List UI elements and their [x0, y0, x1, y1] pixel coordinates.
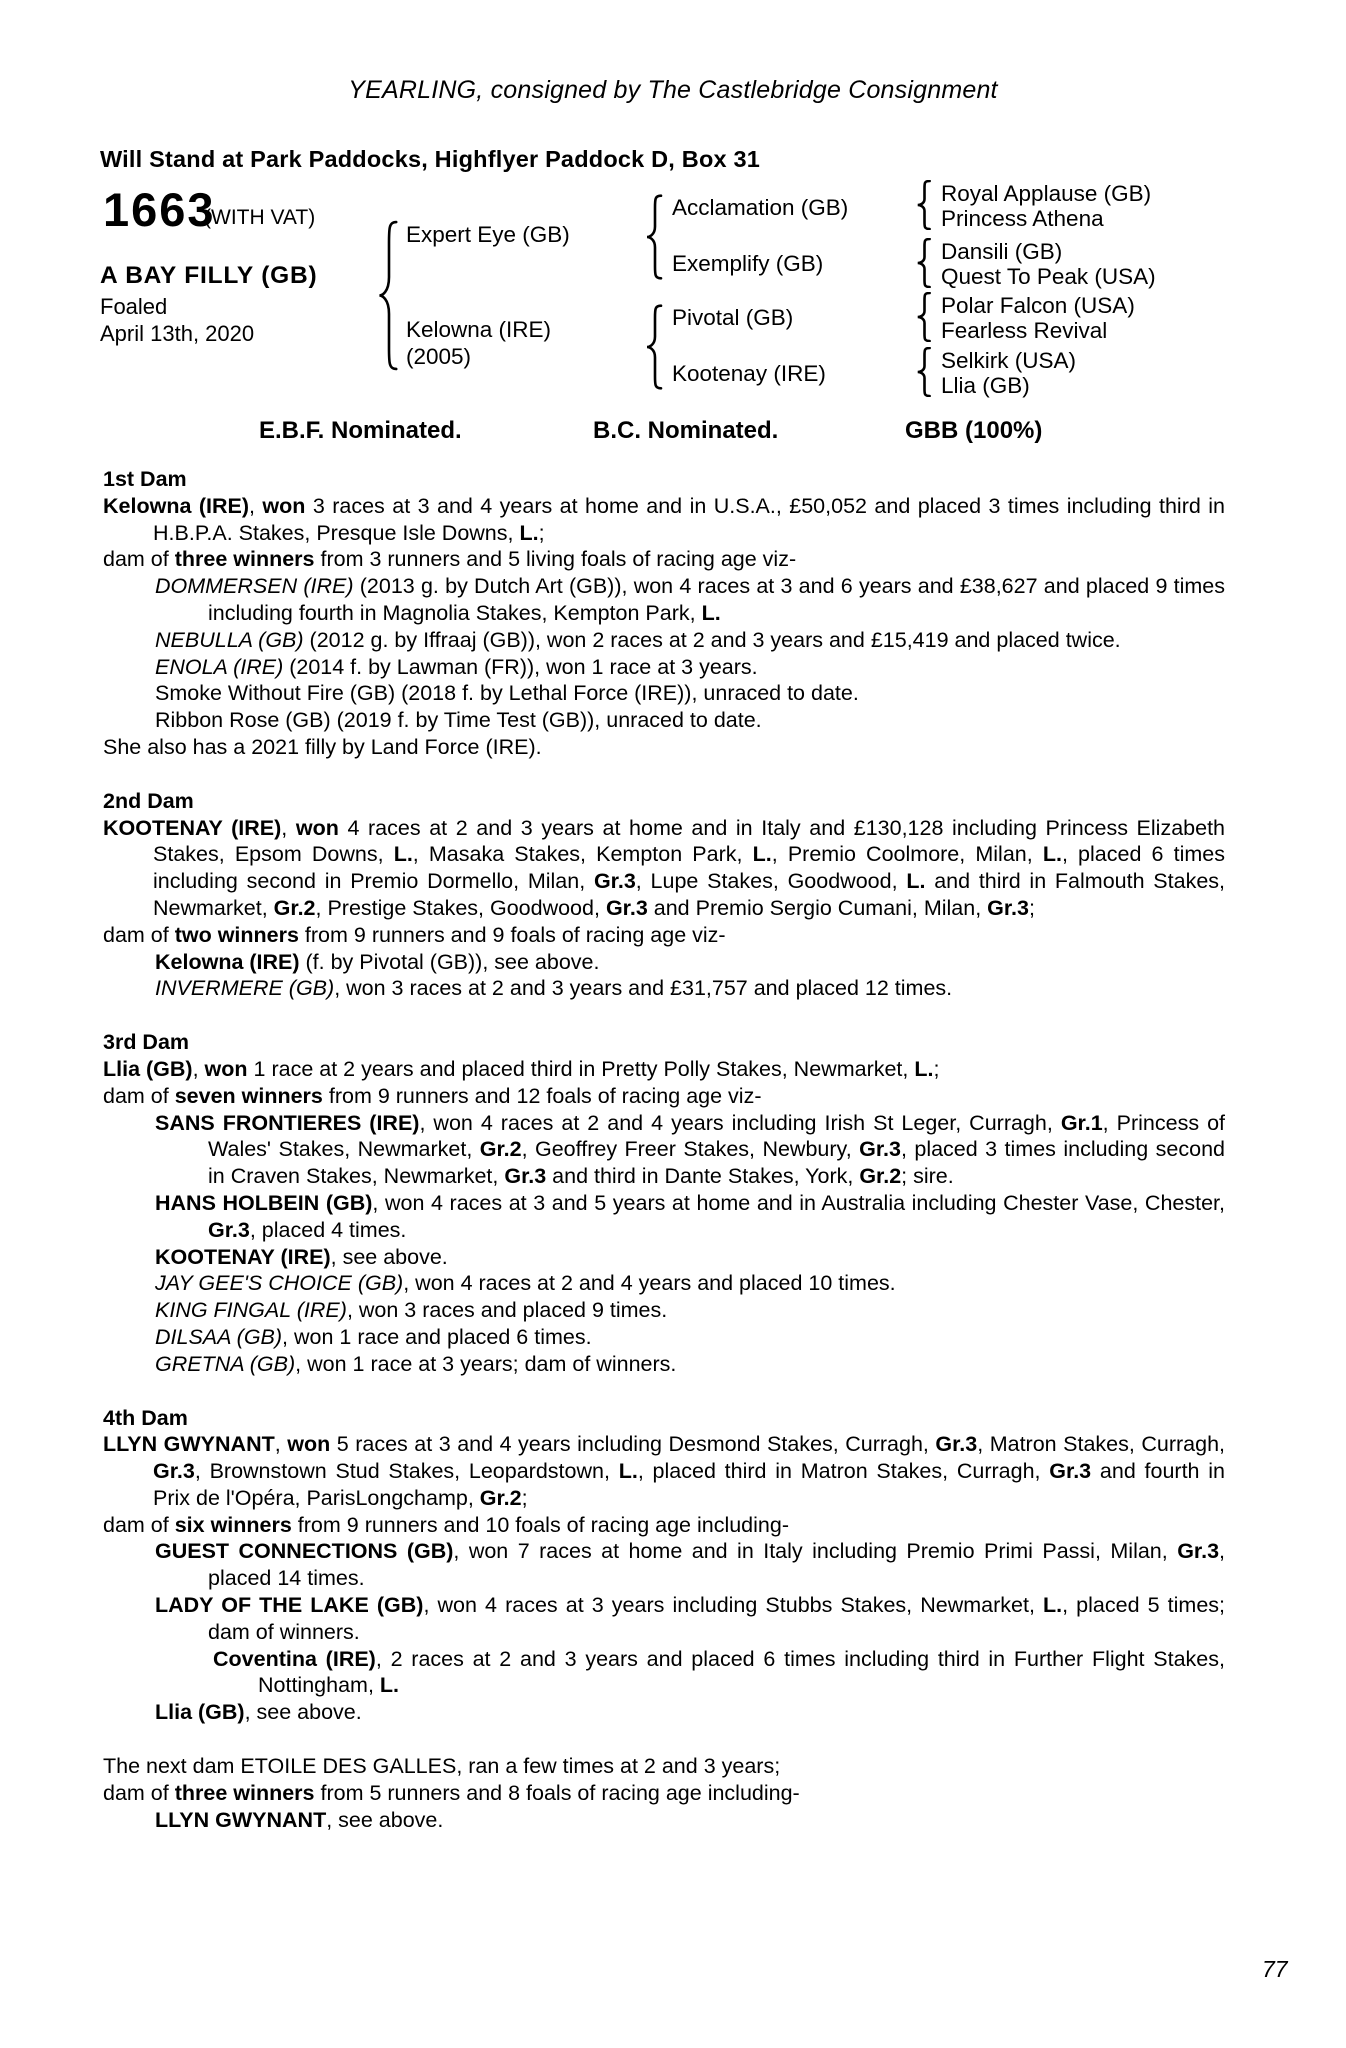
- dam-section: [103, 466, 1225, 761]
- granddam-name: Exemplify (GB): [672, 251, 824, 276]
- dam-sections: [103, 466, 1225, 1833]
- pedigree-paragraph: Kelowna (IRE) (f. by Pivotal (GB)), see above.: [155, 949, 600, 974]
- pedigree-paragraph: Llia (GB), won 1 race at 2 years and placed third in Pretty Polly Stakes, Newmarket, L.;: [103, 1056, 940, 1081]
- pedigree-paragraph: ENOLA (IRE) (2014 f. by Lawman (FR)), won 1 race at 3 years.: [155, 654, 758, 679]
- pedigree-paragraph: dam of three winners from 3 runners and 5 living foals of racing age viz-: [103, 547, 797, 572]
- stand-location-line: Will Stand at Park Paddocks, Highflyer Paddock D, Box 31: [100, 146, 761, 172]
- pedigree-paragraph: NEBULLA (GB) (2012 g. by Iffraaj (GB)), won 2 races at 2 and 3 years and £15,419 and placed twice.: [155, 627, 1121, 652]
- pedigree-paragraph: HANS HOLBEIN (GB), won 4 races at 3 and 5 years at home and in Australia including Chester Vase, Chester, Gr.3, placed 4 times.: [155, 1190, 1226, 1242]
- great-grandsire-name: Polar Falcon (USA): [941, 293, 1135, 318]
- great-grandsire-name: Dansili (GB): [941, 239, 1063, 264]
- pedigree-brace-icon: [916, 347, 933, 397]
- pedigree-paragraph: dam of two winners from 9 runners and 9 foals of racing age viz-: [103, 922, 726, 947]
- page-number: 77: [1262, 1956, 1288, 1982]
- great-grandsire-name: Selkirk (USA): [941, 348, 1077, 373]
- great-grandsire-name: Royal Applause (GB): [941, 181, 1152, 206]
- pedigree-brace-icon: [916, 292, 933, 342]
- pedigree-brace-icon: [645, 194, 665, 280]
- dam-section: [103, 1029, 1225, 1377]
- great-granddam-name: Llia (GB): [941, 373, 1030, 398]
- dam-section-heading: 3rd Dam: [103, 1030, 190, 1055]
- pedigree-paragraph: Ribbon Rose (GB) (2019 f. by Time Test (GB)), unraced to date.: [155, 708, 762, 733]
- pedigree-paragraph: LADY OF THE LAKE (GB), won 4 races at 3 years including Stubbs Stakes, Newmarket, L., placed 5 times; dam of winners.: [155, 1593, 1226, 1644]
- pedigree-paragraph: Coventina (IRE), 2 races at 2 and 3 years and placed 6 times including third in Further Flight Stakes, Nottingham, L.: [213, 1646, 1225, 1698]
- granddam-name: Kootenay (IRE): [672, 361, 826, 386]
- bc-nomination: B.C. Nominated.: [593, 417, 779, 444]
- pedigree-paragraph: She also has a 2021 filly by Land Force (IRE).: [103, 734, 542, 759]
- vat-note: (WITH VAT): [204, 206, 316, 229]
- pedigree-paragraph: Llia (GB), see above.: [155, 1700, 362, 1725]
- page-title: YEARLING, consigned by The Castlebridge Consignment: [348, 76, 998, 104]
- pedigree-brace-icon: [377, 219, 401, 372]
- foaled-label: Foaled: [100, 294, 168, 319]
- pedigree-paragraph: GRETNA (GB), won 1 race at 3 years; dam of winners.: [155, 1351, 677, 1376]
- dam-section: [103, 788, 1225, 1002]
- dam-section-heading: 1st Dam: [103, 467, 187, 491]
- pedigree-paragraph: Smoke Without Fire (GB) (2018 f. by Lethal Force (IRE)), unraced to date.: [155, 681, 859, 706]
- pedigree-paragraph: INVERMERE (GB), won 3 races at 2 and 3 years and £31,757 and placed 12 times.: [155, 976, 953, 1001]
- pedigree-paragraph: dam of seven winners from 9 runners and 12 foals of racing age viz-: [103, 1083, 762, 1108]
- pedigree-paragraph: The next dam ETOILE DES GALLES, ran a few times at 2 and 3 years;: [103, 1754, 781, 1779]
- foaled-date: April 13th, 2020: [100, 321, 255, 346]
- dam-section-heading: 2nd Dam: [103, 788, 194, 813]
- pedigree-brace-icon: [916, 238, 933, 288]
- pedigree-paragraph: KOOTENAY (IRE), see above.: [155, 1244, 448, 1269]
- dam-section: [103, 1405, 1225, 1727]
- ebf-nomination: E.B.F. Nominated.: [259, 417, 462, 444]
- sire-name: Expert Eye (GB): [406, 222, 570, 247]
- gbb-nomination: GBB (100%): [905, 417, 1043, 444]
- pedigree-paragraph: KING FINGAL (IRE), won 3 races and placed 9 times.: [155, 1298, 668, 1323]
- grandsire-name: Acclamation (GB): [672, 195, 849, 220]
- dam-year: (2005): [406, 344, 472, 369]
- pedigree-brace-icon: [916, 180, 933, 230]
- great-granddam-name: Princess Athena: [941, 206, 1104, 231]
- horse-name: A BAY FILLY (GB): [100, 262, 318, 289]
- great-granddam-name: Quest To Peak (USA): [941, 264, 1156, 289]
- pedigree-paragraph: GUEST CONNECTIONS (GB), won 7 races at home and in Italy including Premio Primi Passi, Milan, Gr.3, placed 14 times.: [155, 1539, 1226, 1591]
- pedigree-paragraph: Kelowna (IRE), won 3 races at 3 and 4 years at home and in U.S.A., £50,052 and placed 3 times including third in H.B.P.A. Stakes, Presque Isle Downs, L.;: [103, 493, 1225, 545]
- pedigree-paragraph: dam of three winners from 5 runners and 8 foals of racing age including-: [103, 1780, 800, 1805]
- pedigree-paragraph: KOOTENAY (IRE), won 4 races at 2 and 3 years at home and in Italy and £130,128 including Princess Elizabeth Stakes, Epsom Downs, L., Masaka Stakes, Kempton Park, L., Premio Coolmore, Milan, L., placed 6 times including second in Premio Dormello, Milan, Gr.3, Lupe Stakes, Goodwood, L. and third in Falmouth Stakes, Newmarket, Gr.2, Prestige Stakes, Goodwood, Gr.3 and Premio Sergio Cumani, Milan, Gr.3;: [103, 815, 1226, 920]
- pedigree-paragraph: JAY GEE'S CHOICE (GB), won 4 races at 2 and 4 years and placed 10 times.: [155, 1271, 896, 1296]
- lot-number: 1663: [103, 183, 216, 236]
- pedigree-paragraph: LLYN GWYNANT, see above.: [155, 1807, 444, 1832]
- dam-section-heading: 4th Dam: [103, 1405, 188, 1430]
- pedigree-paragraph: dam of six winners from 9 runners and 10 foals of racing age including-: [103, 1512, 789, 1537]
- great-granddam-name: Fearless Revival: [941, 318, 1108, 343]
- pedigree-paragraph: SANS FRONTIERES (IRE), won 4 races at 2 and 4 years including Irish St Leger, Curragh, Gr.1, Princess of Wales' Stakes, Newmarket, Gr.2, Geoffrey Freer Stakes, Newbury, Gr.3, placed 3 times including second in Craven Stakes, Newmarket, Gr.3 and third in Dante Stakes, York, Gr.2; sire.: [155, 1110, 1226, 1189]
- pedigree-paragraph: DILSAA (GB), won 1 race and placed 6 times.: [155, 1324, 592, 1349]
- pedigree-paragraph: DOMMERSEN (IRE) (2013 g. by Dutch Art (GB)), won 4 races at 3 and 6 years and £38,627 and placed 9 times including fourth in Magnolia Stakes, Kempton Park, L.: [155, 574, 1225, 625]
- pedigree-paragraph: LLYN GWYNANT, won 5 races at 3 and 4 years including Desmond Stakes, Curragh, Gr.3, Matron Stakes, Curragh, Gr.3, Brownstown Stud Stakes, Leopardstown, L., placed third in Matron Stakes, Curragh, Gr.3 and fourth in Prix de l'Opéra, ParisLongchamp, Gr.2;: [103, 1432, 1226, 1510]
- dam-section: [103, 1753, 1225, 1833]
- grandsire-name: Pivotal (GB): [672, 305, 794, 330]
- pedigree-brace-icon: [645, 304, 665, 390]
- dam-name: Kelowna (IRE): [406, 317, 552, 342]
